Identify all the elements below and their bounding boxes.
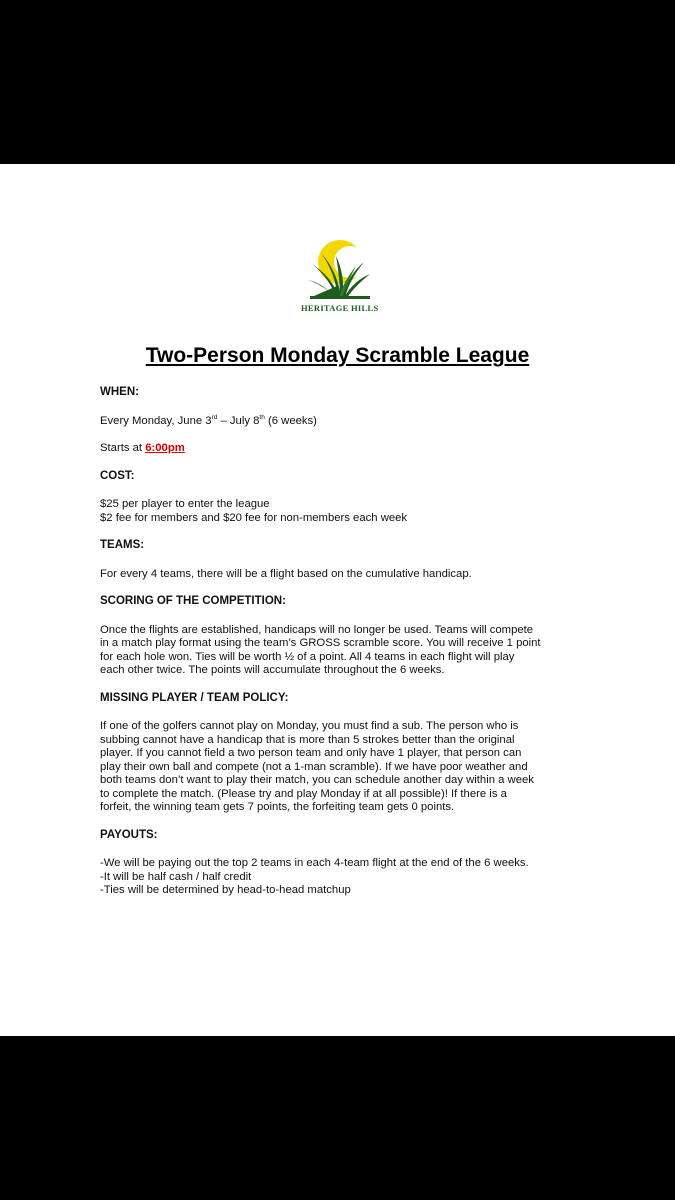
flyer-content [100, 386, 580, 898]
missing-line: play their own ball and compete (not a 1-man scramble). If we have poor weather and [100, 760, 528, 773]
teams-heading: TEAMS: [100, 539, 145, 551]
start-time: Starts at 6:00pm [100, 442, 185, 454]
start-time-value: 6:00pm [145, 442, 185, 454]
missing-heading: MISSING PLAYER / TEAM POLICY: [100, 691, 289, 704]
cost-heading: COST: [100, 469, 135, 482]
page-title: Two-Person Monday Scramble League [145, 344, 530, 367]
teams-text: For every 4 teams, there will be a flight based on the cumulative handicap. [100, 567, 472, 580]
sun-grass-logo-icon [306, 236, 372, 302]
missing-line: player. If you cannot field a two person team and only have 1 player, that person can [100, 747, 522, 759]
cost-line: $25 per player to enter the league [100, 498, 270, 510]
missing-line: forfeit, the winning team gets 7 points, the forfeiting team gets 0 points. [100, 801, 455, 813]
scoring-heading: SCORING OF THE COMPETITION: [100, 595, 286, 607]
scoring-line: in a match play format using the team’s GROSS scramble score. You will receive 1 point [100, 637, 541, 649]
missing-line: both teams don’t want to play their match, you can schedule another day within a week [100, 774, 534, 786]
scoring-line: for each hole won. Ties will be worth ½ of a point. All 4 teams in each flight will play [100, 650, 515, 663]
scoring-line: Once the flights are established, handicaps will no longer be used. Teams will compete [100, 623, 534, 636]
flyer-page [0, 164, 675, 1036]
missing-line: If one of the golfers cannot play on Monday, you must find a sub. The person who is [100, 720, 519, 732]
payouts-list [100, 857, 580, 898]
payouts-heading: PAYOUTS: [100, 828, 158, 841]
scoring-paragraph [100, 624, 580, 678]
heritage-hills-logo [301, 236, 377, 320]
cost-line: $2 fee for members and $20 fee for non-members each week [100, 511, 408, 524]
missing-line: to complete the match. (Please try and play Monday if at all possible)! If there is a [100, 787, 507, 800]
payouts-line: -Ties will be determined by head-to-head matchup [100, 884, 351, 896]
when-heading: WHEN: [100, 386, 139, 398]
scoring-line: each other twice. The points will accumulate throughout the 6 weeks. [100, 664, 445, 676]
missing-line: subbing cannot have a handicap that is more than 5 strokes better than the original [100, 733, 515, 746]
payouts-line: -We will be paying out the top 2 teams in each 4-team flight at the end of the 6 weeks. [100, 857, 529, 869]
logo-text: HERITAGE HILLS [301, 303, 379, 313]
payouts-line: -It will be half cash / half credit [100, 870, 252, 883]
when-dates: Every Monday, June 3rd – July 8th (6 weeks) [100, 413, 317, 427]
missing-paragraph [100, 720, 580, 815]
